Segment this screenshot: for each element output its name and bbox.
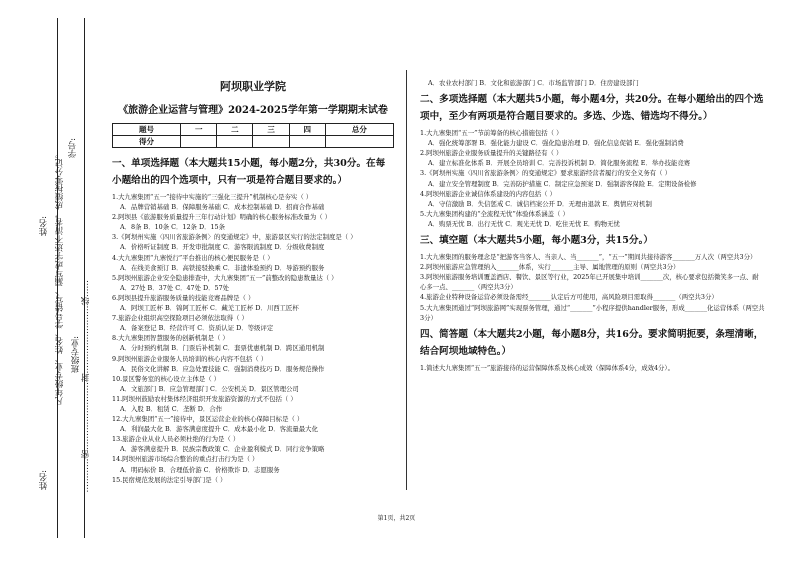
section3-questions <box>420 252 765 323</box>
score-cell: 二 <box>217 124 253 136</box>
score-cell <box>325 136 393 148</box>
page-footer: 第1页，共2页 <box>377 515 416 522</box>
question-text: 5.阿坝州旅游企业安全隐患排查中，大九寨集团“五一”前整改的隐患数量达（ ） <box>112 273 338 282</box>
question-options: A．建立安全管理制度 B．完善防护措施 C．制定应急预案 D．强制游客保险 E．定期设备检修 <box>428 179 697 188</box>
question-options: A．阿坝工匠杯 B．锦阿工匠杯 C．藏羌工匠杯 D．川西工匠杯 <box>120 304 299 313</box>
student-id-label: 学号: <box>68 138 78 158</box>
question-text: 2.阿坝州旅游应急管理纳入_______体系，实行_______主导、属地管理的原则（两空共3分） <box>420 263 680 272</box>
score-cell <box>181 136 217 148</box>
question-text: 7.旅游企业组织高空探险项目必须依法取得（ ） <box>112 314 248 323</box>
question-text: 3.《阿坝州实施〈四川省旅游条例〉的变通规定》要求旅游经营者履行的安全义务有（ ） <box>420 169 671 178</box>
score-table-header-row <box>113 124 394 136</box>
question-options: A．民俗文化讲解 B．应急处置技能 C．强制消费技巧 D．服务规范操作 <box>120 364 325 373</box>
major-label: 班级专业: <box>71 336 81 373</box>
question-options: A．建立标准化体系 B．开展全员培训 C．完善投诉机制 D．简化服务流程 E．举办技能竞赛 <box>428 159 691 168</box>
name-label: 姓名: <box>39 216 49 236</box>
question-options: A．入股 B．租赁 C．垄断 D．合作 <box>120 404 223 413</box>
question-text: 12.大九寨集团“五一”接待中，景区运营企业的核心保障目标是（ ） <box>112 415 304 424</box>
question-text: 11.阿坝州鼓励农村集体经济组织开发旅游资源的方式不包括（ ） <box>112 394 297 403</box>
question-options: A．27处 B．37处 C．47处 D．57处 <box>120 283 230 292</box>
question-options: A．游客满意提升 B．民族宗教政策 C．企业盈利模式 D．同行竞争策略 <box>120 445 325 454</box>
seal-line: …………密……………………封……………………线…… <box>81 280 91 493</box>
question-options: A．明码标价 B．合理低价游 C．价格欺诈 D．志愿服务 <box>120 465 280 474</box>
section2-questions <box>420 128 765 229</box>
score-table-score-row <box>113 136 394 148</box>
binding-warning: 凡年级专业、姓名、学号错写、漏写或字迹不清者，成绩按零分记。 <box>55 150 65 405</box>
question-options: A．利润最大化 B．游客满意度提升 C．成本最小化 D．客流量最大化 <box>120 425 318 434</box>
question-options: A．价格听证制度 B．开发审批制度 C．游客限流制度 D．分级收费制度 <box>120 243 325 252</box>
score-cell <box>289 136 325 148</box>
question-text: 6.阿坝县提升旅游服务质量的技能竞赛品牌是（ ） <box>112 293 255 302</box>
question-text: 4.大九寨集团“九寨悦行”平台推出的核心便民服务是（ ） <box>112 253 274 262</box>
score-cell: 一 <box>181 124 217 136</box>
question-options: A．购票无忧 B．出行无忧 C．观光无忧 D．吃住无忧 E．购物无忧 <box>428 219 620 228</box>
score-table <box>112 123 394 148</box>
question-text: 10.景区警务室的核心设立主体是（ ） <box>112 374 221 383</box>
question-options: A．在线美食预订 B．高铁接驳换乘 C．非遗体验预约 D．导游预约服务 <box>120 263 325 272</box>
question-text: 1.简述大九寨集团“五一”旅游接待的运营保障体系及核心成效（保障体系4分，成效4分）。 <box>420 363 675 372</box>
right-column <box>420 78 765 373</box>
question-text: 4.阿坝州旅游企业诚信体系建设的内容包括（ ） <box>420 189 556 198</box>
column-divider <box>406 70 407 490</box>
section3-title: 三、填空题（本大题共5小题，每小题3分，共15分。） <box>420 235 653 247</box>
section1-title: 一、单项选择题（本大题共15小题，每小题2分，共30分。在每小题给出的四个选项中，只有一项是符合题目要求的。） <box>112 158 386 186</box>
question-options: A．分时预约机制 B．门票后补机制 C．套票优惠机制 D．跨区通用机制 <box>120 344 325 353</box>
question-text: 5.大九寨集团构建的“全流程无忧”体验体系涵盖（ ） <box>420 209 569 218</box>
section4-title: 四、简答题（本大题共2小题，每小题8分，共16分。要求简明扼要，条理清晰，结合阿坝地域特色。） <box>420 328 764 357</box>
question-options: A．8条 B．10条 C．12条 D．15条 <box>120 223 226 232</box>
question-text: 1.大九寨集团的服务理念是“把游客当客人、当亲人、当_______”，“五一”期间共接待游客_______万人次（两空共3分） <box>420 253 757 262</box>
section2-title: 二、多项选择题（本大题共5小题，每小题4分，共20分。在每小题给出的四个选项中，至少有两项是符合题目要求的。多选、少选、错选均不得分。） <box>420 94 764 123</box>
section4-questions <box>420 363 765 373</box>
question-options: A．品牌营销基础 B．保障服务基础 C．成本控制基础 D．招商合作基础 <box>120 203 325 212</box>
question-text: 3.《阿坝州实施〈四川省旅游条例〉的变通规定》中，旅游景区实行的法定制度是（ ） <box>112 233 357 242</box>
question-text: 2.阿坝县《旅游服务质量提升三年行动计划》明确的核心服务标准改量为（ ） <box>112 213 332 222</box>
question-text: 3.阿坝州旅游服务培训覆盖酒店、餐饮、景区等行业，2025年已开展集中培训_______次，核心要求包括微笑多一点、耐心多一点、_______（两空共3分） <box>420 273 759 292</box>
signature-label: 姓名: <box>39 470 49 490</box>
question-options: A．农业农村部门 B．文化和旅游部门 C．市场监管部门 D．住房建设部门 <box>428 79 639 87</box>
question-options: A．文旅部门 B．应急管理部门 C．公安机关 D．景区管理公司 <box>120 384 299 393</box>
score-cell <box>253 136 289 148</box>
exam-title: 《旅游企业运营与管理》2024-2025学年第一学期期末试卷 <box>118 105 388 116</box>
question-options: A．强化统筹部署 B．强化能力建设 C．强化隐患治理 D．强化信息促销 E．强化强制消费 <box>428 139 684 148</box>
question-text: 14.阿坝州旅游市场综合整治的重点打击行为是（ ） <box>112 455 259 464</box>
score-cell: 得分 <box>113 136 181 148</box>
question-options: A．备案登记 B．经营许可 C．资质认证 D．等级评定 <box>120 324 274 333</box>
question-text: 15.民宿规范发展的法定引导部门是（ ） <box>112 475 227 484</box>
question-text: 8.大九寨集团智慧服务的创新机制是（ ） <box>112 334 229 343</box>
question-text: 13.旅游企业从业人员必须杜绝的行为是（ ） <box>112 435 240 444</box>
section1-questions <box>112 192 394 485</box>
score-cell: 总分 <box>325 124 393 136</box>
score-cell: 四 <box>289 124 325 136</box>
question-text: 4.旅游企业特种设备运营必须设备需经_______认定后方可使用，高风险项目需取得_______（两空共3分） <box>420 293 718 302</box>
score-cell <box>217 136 253 148</box>
question-text: 5.大九寨集团通过“阿坝旅游网”实现票务管理，通过“_______”小程序提供handler服务，形成_______化运营体系（两空共3分） <box>420 303 765 322</box>
question-text: 1.大九寨集团“五一”接待中实施的“三强化三提升”机制核心是夯实（ ） <box>112 193 313 201</box>
school-name: 阿坝职业学院 <box>220 80 286 93</box>
score-cell: 三 <box>253 124 289 136</box>
binding-margin <box>0 0 95 561</box>
question-text: 2.阿坝州旅游企业服务质量提升的关键路径有（ ） <box>420 149 563 158</box>
score-cell: 题号 <box>113 124 181 136</box>
left-column <box>112 78 394 485</box>
question-text: 1.大九寨集团“五一”节前筹备的核心措施包括（ ） <box>420 129 563 138</box>
question-options: A．守信激励 B．失信惩戒 C．诚信档案公开 D．无理由退款 E．舆情应对机制 <box>428 199 652 208</box>
question-text: 9.阿坝州旅游企业服务人员培训的核心内容不包括（ ） <box>112 354 268 363</box>
